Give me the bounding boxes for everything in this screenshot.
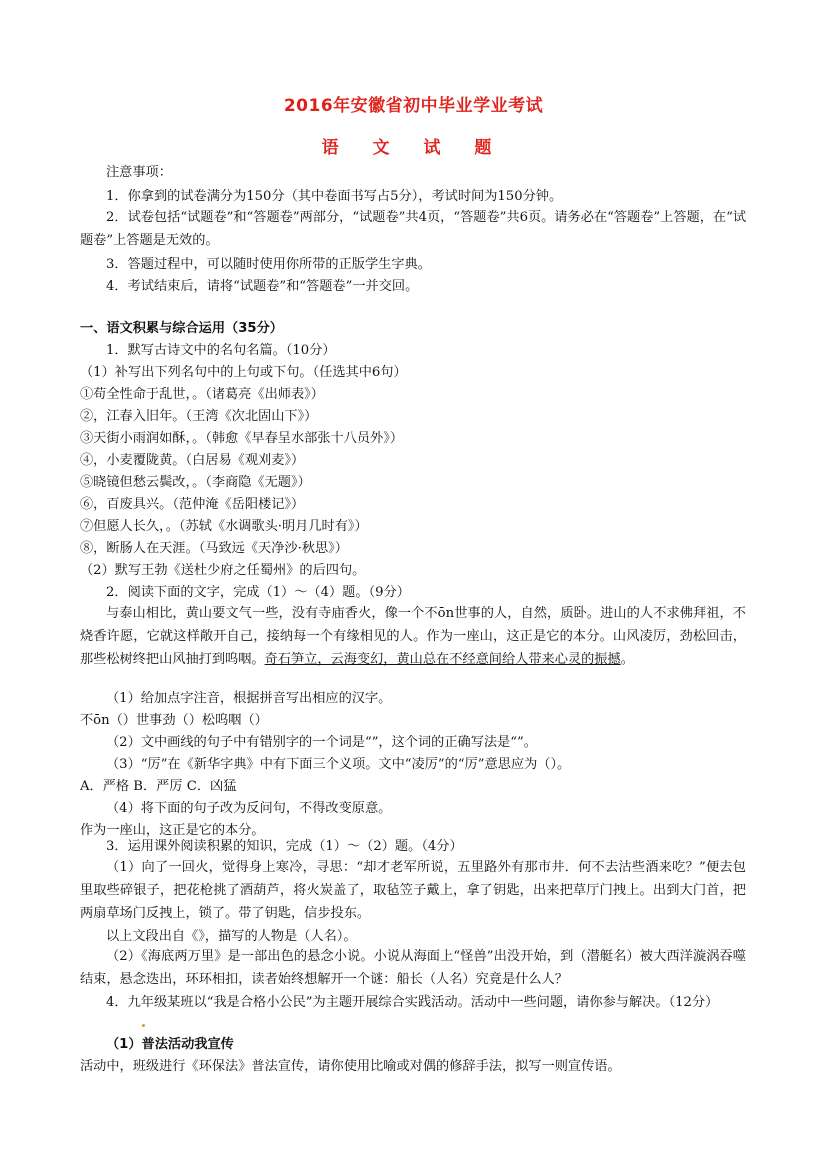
q2-passage bbox=[80, 602, 746, 671]
q2-sub3: （3）“厉”在《新华字典》中有下面三个义项。文中“凌厉”的“厉”意思应为（）。 bbox=[106, 757, 571, 772]
q1-line-8: ⑧，断肠人在天涯。（马致远《天净沙·秋思》） bbox=[80, 541, 348, 556]
q2-sub2: （2）文中画线的句子中有错别字的一个词是“”，这个词的正确写法是“”。 bbox=[106, 735, 537, 750]
q4-stem: 4．九年级某班以“我是合格小公民”为主题开展综合实践活动。活动中一些问题，请你参与解决。（12分） bbox=[106, 995, 719, 1010]
q3-sub2: （2）《海底两万里》是一部出色的悬念小说。小说从海面上“怪兽”出没开始，到（潜艇名）被大西洋漩涡吞噬结束，悬念迭出，环环相扣，读者始终想解开一个谜：船长（人名）究竟是什么人？ bbox=[80, 949, 746, 987]
q1-line-7: ⑦但愿人长久，。（苏轼《水调歌头·明月几时有》） bbox=[80, 519, 368, 534]
q1-stem: 1．默写古诗文中的名句名篇。（10分） bbox=[106, 343, 336, 358]
q2-passage-end: 。 bbox=[620, 652, 634, 667]
q4-sub1-heading: （1）普法活动我宣传 bbox=[106, 1037, 234, 1052]
q4-sub1-text: 活动中，班级进行《环保法》普法宣传，请你使用比喻或对偶的修辞手法，拟写一则宣传语。 bbox=[80, 1059, 621, 1074]
q1-line-5: ⑤晓镜但愁云鬓改，。（李商隐《无题》） bbox=[80, 475, 311, 490]
q3-stem: 3．运用课外阅读积累的知识，完成（1）～（2）题。（4分） bbox=[106, 839, 463, 854]
section-heading: 一、语文积累与综合运用（35分） bbox=[80, 321, 283, 336]
q2-stem: 2．阅读下面的文字，完成（1）～（4）题。（9分） bbox=[106, 585, 410, 600]
q1-line-4: ④，小麦覆陇黄。（白居易《观刈麦》） bbox=[80, 453, 305, 468]
scan-mark bbox=[142, 1024, 145, 1027]
q3-sub1-question: 以上文段出自《》，描写的人物是（人名）。 bbox=[106, 929, 357, 944]
q3-sub1: （1）向了一回火，觉得身上寒冷，寻思：“却才老军所说，五里路外有那市井．何不去沽些酒来吃？”便去包里取些碎银子，把花枪挑了酒葫芦，将火炭盖了，取毡笠子戴上，拿了钥匙，出来把草厅门拽上。出到大门首，把两扇草场门反拽上，锁了。带了钥匙，信步投东。 bbox=[80, 860, 746, 921]
notice-item-2: 2．试卷包括“试题卷”和“答题卷”两部分，“试题卷”共4页，“答题卷”共6页。请务必在“答题卷”上答题，在“试题卷”上答题是无效的。 bbox=[80, 210, 747, 248]
q2-passage-underlined: 奇石笋立，云海变幻，黄山总在不经意间给人带来心灵的振撼 bbox=[264, 652, 621, 667]
q2-sub1-items: 不ōn（）世事劲（）松呜咽（） bbox=[80, 713, 268, 728]
q1-line-1: ①苟全性命于乱世，。（诸葛亮《出师表》） bbox=[80, 387, 324, 402]
notice-heading: 注意事项： bbox=[106, 165, 172, 180]
notice-item-3: 3．答题过程中，可以随时使用你所带的正版学生字典。 bbox=[106, 257, 431, 272]
exam-title: 2016年安徽省初中毕业学业考试 bbox=[283, 96, 544, 116]
q2-passage-text: 与泰山相比，黄山要文气一些，没有寺庙香火，像一个不ōn世事的人，自然，质卧。进山的人不求佛拜祖，不烧香许愿，它就这样敞开自己，接纳每一个有缘相见的人。作为一座山，这正是它的本分。山风凌厉，劲松回击，那些松树终把山风抽打到呜咽。 bbox=[80, 606, 746, 667]
exam-subtitle: 语 文 试 题 bbox=[321, 138, 506, 158]
q2-sub3-options: A．严格 B．严厉 C．凶猛 bbox=[80, 779, 237, 794]
notice-item-1: 1．你拿到的试卷满分为150分（其中卷面书写占5分），考试时间为150分钟。 bbox=[106, 189, 563, 204]
q1-line-3: ③天街小雨润如酥，。（韩愈《早春呈水部张十八员外》） bbox=[80, 431, 404, 446]
q2-sub1: （1）给加点字注音，根据拼音写出相应的汉字。 bbox=[106, 691, 392, 706]
notice-item-4: 4．考试结束后，请将“试题卷”和“答题卷”一并交回。 bbox=[106, 279, 419, 294]
q2-sub4-sentence: 作为一座山，这正是它的本分。 bbox=[80, 823, 265, 838]
q1-sub2: （2）默写王勃《送杜少府之任蜀州》的后四句。 bbox=[80, 563, 366, 578]
q1-sub1: （1）补写出下列名句中的上句或下句。（任选其中6句） bbox=[80, 365, 407, 380]
q1-line-2: ②，江春入旧年。（王湾《次北固山下》） bbox=[80, 409, 318, 424]
q1-line-6: ⑥，百废具兴。（范仲淹《岳阳楼记》） bbox=[80, 497, 305, 512]
q2-sub4: （4）将下面的句子改为反问句，不得改变原意。 bbox=[106, 801, 392, 816]
